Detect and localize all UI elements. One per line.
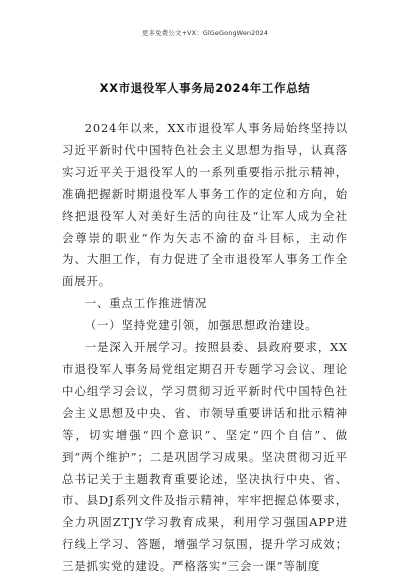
header-note: 更多免费公文+VX：GlGeGongWen2024: [141, 29, 269, 37]
subsection-heading: （一）坚持党建引领，加强思想政治建设。: [84, 318, 318, 333]
body-paragraph: 一是深入开展学习。按照县委、县政府要求，XX市退役军人事务局党组定期召开专题学习会议、理论中心组学习会议，学习贯彻习近平新时代中国特色社会主义思想及中央、省、市领导重要讲话和批示精神等，切实增强“四个意识”、坚定“四个自信”、做到“两个维护”；二是巩固学习成果。坚决贯彻习近平总书记关于主题教育重要论述，坚决执行中央、省、市、县DJ系列文件及指示精神，牢牢把握总体要求，全力巩固ZTJY学习教育成果，利用学习强国APP进行线上学习、答题，增强学习氛围，提升学习成效；三是抓实党的建设。严格落实“三会一课”等制度: [62, 340, 348, 574]
intro-paragraph: 2024年以来，XX市退役军人事务局始终坚持以习近平新时代中国特色社会主义思想为指导，认真落实习近平关于退役军人的一系列重要指示批示精神，准确把握新时期退役军人事务工作的定位和方向，始终把退役军人对美好生活的向往及“让军人成为全社会尊崇的职业”作为矢志不渝的奋斗目标，主动作为、大胆工作，有力促进了全市退役军人事务工作全面展开。: [62, 121, 348, 289]
document-title: XX市退役军人事务局2024年工作总结: [99, 81, 311, 95]
section-heading: 一、重点工作推进情况: [84, 296, 208, 311]
document-body: [62, 118, 348, 578]
